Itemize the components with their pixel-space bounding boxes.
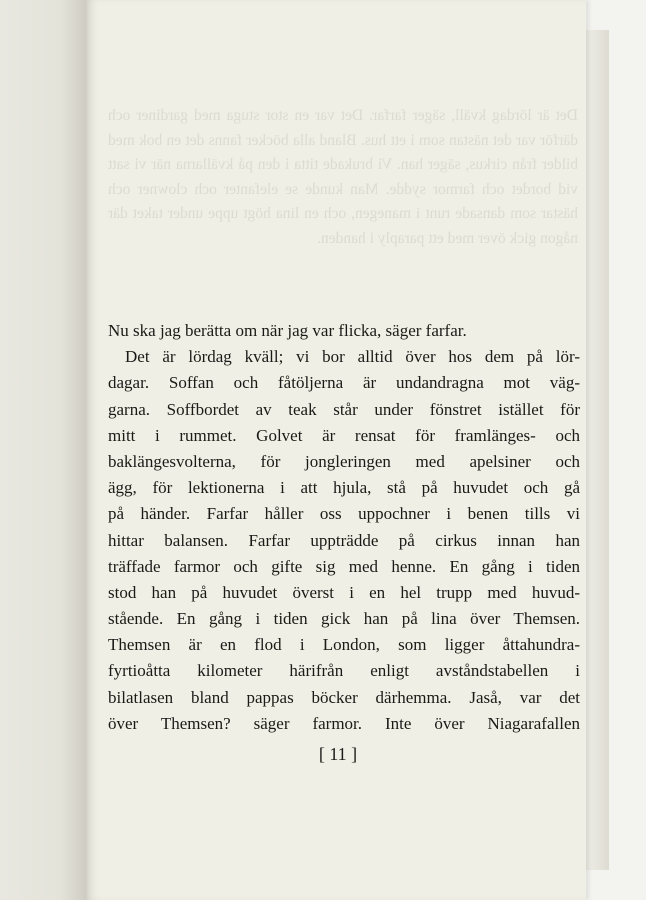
- body-text: [108, 318, 580, 737]
- bleed-through-text: Det är lördag kväll, säger farfar. Det var en stor stuga med gardiner och därför var det nästan som i ett hus. Bland alla böcker fanns det en bok med bilder från cirkus, säger han. Vi brukade titta i den på kvällarna när vi satt vid bordet och farmor sydde. Man kunde se elefanter och clowner och hästar som dansade runt i manegen, och en lina högt uppe under taket där någon gick över med ett paraply i handen.: [108, 107, 578, 247]
- text-line: stod han på huvudet överst i en hel trupp med huvud-: [108, 582, 580, 602]
- page-number: [ 11 ]: [318, 744, 358, 764]
- text-line: fyrtioåtta kilometer härifrån enligt avståndstabellen i: [108, 661, 580, 681]
- facing-page: [0, 0, 86, 900]
- text-line: Themsen är en flod i London, som ligger åttahundra-: [108, 635, 580, 655]
- text-line: Det är lördag kväll; vi bor alltid över hos dem på lör-: [125, 347, 580, 367]
- text-line: garna. Soffbordet av teak står under fönstret istället för: [108, 399, 580, 419]
- text-line: dagar. Soffan och fåtöljerna är undandragna mot väg-: [108, 373, 580, 393]
- text-line: stående. En gång i tiden gick han på lina över Themsen.: [108, 609, 580, 629]
- text-line: träffade farmor och gifte sig med henne. En gång i tiden: [108, 556, 580, 576]
- text-line: bilatlasen bland pappas böcker därhemma. Jaså, var det: [108, 687, 580, 707]
- book-page: [86, 0, 586, 900]
- text-line: på händer. Farfar håller oss uppochner i benen tills vi: [108, 504, 580, 524]
- text-line: hittar balansen. Farfar uppträdde på cirkus innan han: [108, 530, 580, 550]
- text-line: ägg, för lektionerna i att hjula, stå på huvudet och gå: [108, 478, 580, 498]
- text-line: baklängesvolterna, för jongleringen med apelsiner och: [108, 451, 580, 471]
- text-line: Nu ska jag berätta om när jag var flicka, säger farfar.: [108, 321, 467, 340]
- text-line: över Themsen? säger farmor. Inte över Niagarafallen: [108, 713, 580, 733]
- text-line: mitt i rummet. Golvet är rensat för framlänges- och: [108, 425, 580, 445]
